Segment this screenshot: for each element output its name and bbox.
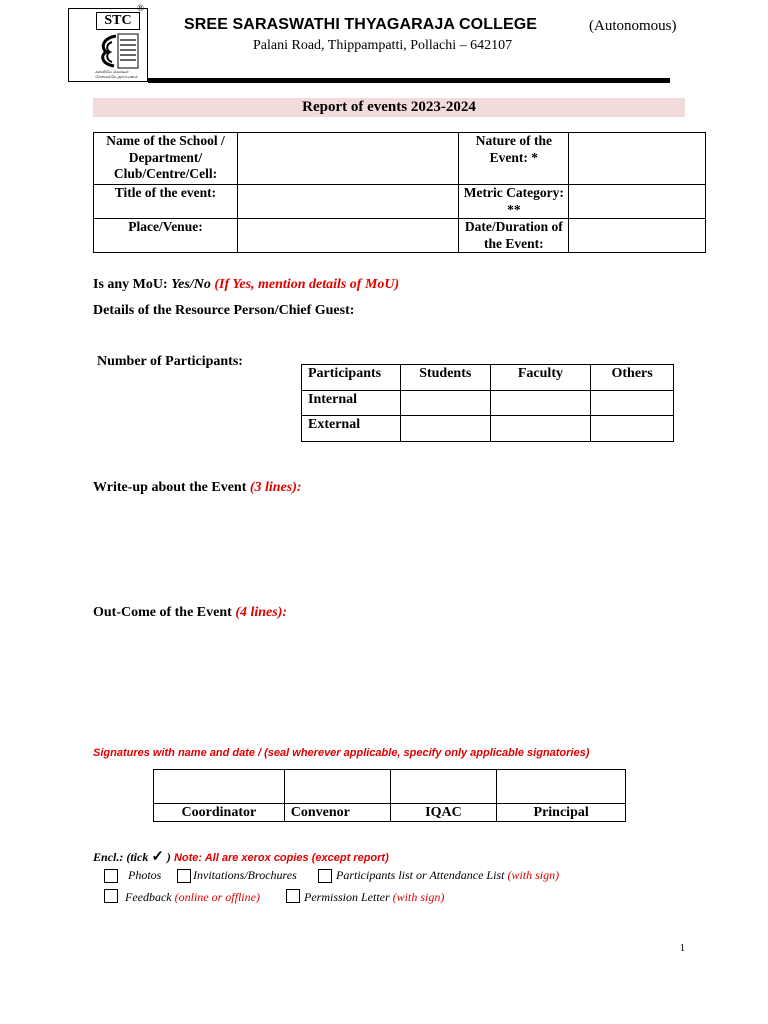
enclosures-label-start: Encl.: (tick <box>93 850 152 864</box>
place-label: Place/Venue: <box>94 219 238 253</box>
participants-label: Number of Participants: <box>97 354 243 369</box>
signatures-note: Signatures with name and date / (seal wherever applicable, specify only applicable signatories) <box>93 747 590 759</box>
outcome-line <box>93 605 287 621</box>
metric-field[interactable] <box>569 185 706 219</box>
attendance-note: (with sign) <box>507 868 560 882</box>
internal-students-field[interactable] <box>400 390 490 416</box>
outcome-label: Out-Come of the Event <box>93 605 236 620</box>
school-label: Name of the School / Department/ Club/Centre/Cell: <box>94 133 238 185</box>
college-logo <box>68 8 148 82</box>
convenor-signature-field[interactable] <box>284 770 390 804</box>
students-header: Students <box>400 365 490 391</box>
writeup-note: (3 lines): <box>249 480 302 495</box>
place-field[interactable] <box>237 219 458 253</box>
feedback-checkbox[interactable] <box>104 889 118 903</box>
permission-item <box>304 890 444 905</box>
external-others-field[interactable] <box>591 416 674 442</box>
coordinator-label: Coordinator <box>154 804 285 822</box>
title-label: Title of the event: <box>94 185 238 219</box>
enclosures-line <box>93 847 389 865</box>
principal-label: Principal <box>497 804 626 822</box>
photos-label: Photos <box>128 868 162 882</box>
feedback-label: Feedback <box>125 890 172 904</box>
title-field[interactable] <box>237 185 458 219</box>
date-field[interactable] <box>569 219 706 253</box>
participants-table <box>301 364 674 442</box>
mou-options: Yes/No <box>171 277 211 292</box>
enclosures-note: Note: All are xerox copies (except report) <box>173 852 389 864</box>
page-number: 1 <box>680 943 685 954</box>
photos-checkbox[interactable] <box>104 869 118 883</box>
college-address: Palani Road, Thippampatti, Pollachi – 642107 <box>253 38 513 53</box>
iqac-signature-field[interactable] <box>390 770 497 804</box>
mou-note: (If Yes, mention details of MoU) <box>210 277 400 292</box>
nature-field[interactable] <box>569 133 706 185</box>
participants-header: Participants <box>302 365 401 391</box>
college-name: SREE SARASWATHI THYAGARAJA COLLEGE <box>184 16 538 33</box>
feedback-note: (online or offline) <box>174 890 260 904</box>
coordinator-signature-field[interactable] <box>154 770 285 804</box>
logo-text: STC <box>96 12 140 30</box>
college-status: (Autonomous) <box>589 18 677 34</box>
resource-person-label: Details of the Resource Person/Chief Guest: <box>93 303 355 318</box>
iqac-label: IQAC <box>390 804 497 822</box>
invitations-checkbox[interactable] <box>177 869 191 883</box>
internal-others-field[interactable] <box>591 390 674 416</box>
logo-motto: கல்வியே செல்வம் சேவைக்கே அர்ப்பணம் <box>95 69 138 79</box>
report-title: Report of events 2023-2024 <box>302 99 476 115</box>
convenor-label: Convenor <box>284 804 390 822</box>
date-label: Date/Duration of the Event: <box>459 219 569 253</box>
invitations-label: Invitations/Brochures <box>193 868 297 882</box>
external-faculty-field[interactable] <box>490 416 591 442</box>
tick-icon: ✓ <box>151 848 164 865</box>
header-divider <box>148 78 670 83</box>
school-field[interactable] <box>237 133 458 185</box>
signatures-table <box>153 769 626 822</box>
permission-checkbox[interactable] <box>286 889 300 903</box>
external-row-label: External <box>302 416 401 442</box>
metric-label: Metric Category: ** <box>459 185 569 219</box>
principal-signature-field[interactable] <box>497 770 626 804</box>
logo-emblem-icon <box>96 32 140 70</box>
outcome-note: (4 lines): <box>235 605 288 620</box>
internal-row-label: Internal <box>302 390 401 416</box>
permission-note: (with sign) <box>392 890 445 904</box>
attendance-label: Participants list or Attendance List <box>336 868 505 882</box>
event-info-table <box>93 132 706 253</box>
nature-label: Nature of the Event: * <box>459 133 569 185</box>
mou-line <box>93 277 399 293</box>
mou-label: Is any MoU: <box>93 277 172 292</box>
external-students-field[interactable] <box>400 416 490 442</box>
attendance-checkbox[interactable] <box>318 869 332 883</box>
permission-label: Permission Letter <box>304 890 390 904</box>
others-header: Others <box>591 365 674 391</box>
feedback-item <box>125 890 260 905</box>
enclosures-label-end: ) <box>163 850 171 864</box>
attendance-item <box>336 868 559 883</box>
registered-mark: ® <box>137 3 144 13</box>
internal-faculty-field[interactable] <box>490 390 591 416</box>
writeup-label: Write-up about the Event <box>93 480 250 495</box>
writeup-line <box>93 480 302 496</box>
faculty-header: Faculty <box>490 365 591 391</box>
